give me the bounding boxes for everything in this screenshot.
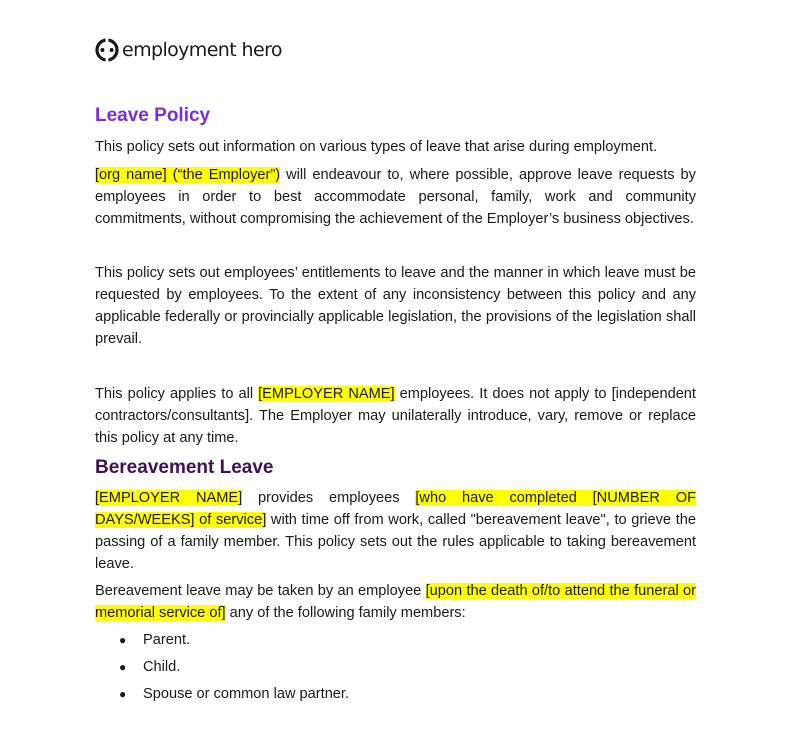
paragraph-text: employees. It does not apply to [independent contractors/consultants]. The Employer may unilaterally introduce, vary, remove or replace this policy at any time.	[95, 386, 696, 446]
document-body	[95, 102, 696, 710]
brand-logo	[95, 38, 282, 62]
leave-policy-paragraph-3	[95, 383, 696, 449]
paragraph-text: with time off from work, called "bereavement leave", to grieve the passing of a family member. This policy sets out the rules applicable to taking bereavement leave.	[95, 512, 696, 572]
bereavement-paragraph-1	[95, 487, 696, 575]
placeholder-org-name: [org name] (“the Employer”)	[95, 167, 281, 183]
family-members-list	[95, 629, 696, 705]
leave-policy-intro: This policy sets out information on various types of leave that arise during employment.	[95, 139, 658, 155]
paragraph-text: provides employees	[242, 490, 416, 506]
paragraph-text: will endeavour to, where possible, approve leave requests by employees in order to best accommodate personal, family, work and community commitments, without compromising the achievement of the Employer’s business objectives.	[95, 167, 696, 227]
placeholder-employer-name: [EMPLOYER NAME]	[95, 490, 243, 506]
list-item: ● Spouse or common law partner.	[95, 683, 696, 705]
paragraph-text: any of the following family members:	[225, 605, 466, 621]
leave-policy-paragraph-1	[95, 164, 696, 230]
placeholder-service-period: [who have completed [NUMBER OF DAYS/WEEKS] of service]	[95, 490, 696, 528]
placeholder-employer-name: [EMPLOYER NAME]	[258, 386, 395, 402]
list-item: ● Child.	[95, 656, 696, 678]
paragraph-text: Bereavement leave may be taken by an employee	[95, 583, 426, 599]
bereavement-paragraph-2	[95, 580, 696, 624]
list-item: ● Parent.	[95, 629, 696, 651]
leave-policy-paragraph-2: This policy sets out employees’ entitlements to leave and the manner in which leave must be requested by employees. To the extent of any inconsistency between this policy and any applicable federally or provincially applicable legislation, the provisions of the legislation shall prevail.	[95, 265, 696, 347]
paragraph-text: This policy applies to all	[95, 386, 259, 402]
employment-hero-logo-icon	[95, 38, 119, 62]
brand-name: employment hero	[122, 39, 282, 61]
placeholder-death-condition: [upon the death of/to attend the funeral or memorial service of]	[95, 583, 696, 621]
leave-policy-heading: Leave Policy	[95, 105, 211, 126]
bereavement-leave-heading: Bereavement Leave	[95, 457, 274, 478]
